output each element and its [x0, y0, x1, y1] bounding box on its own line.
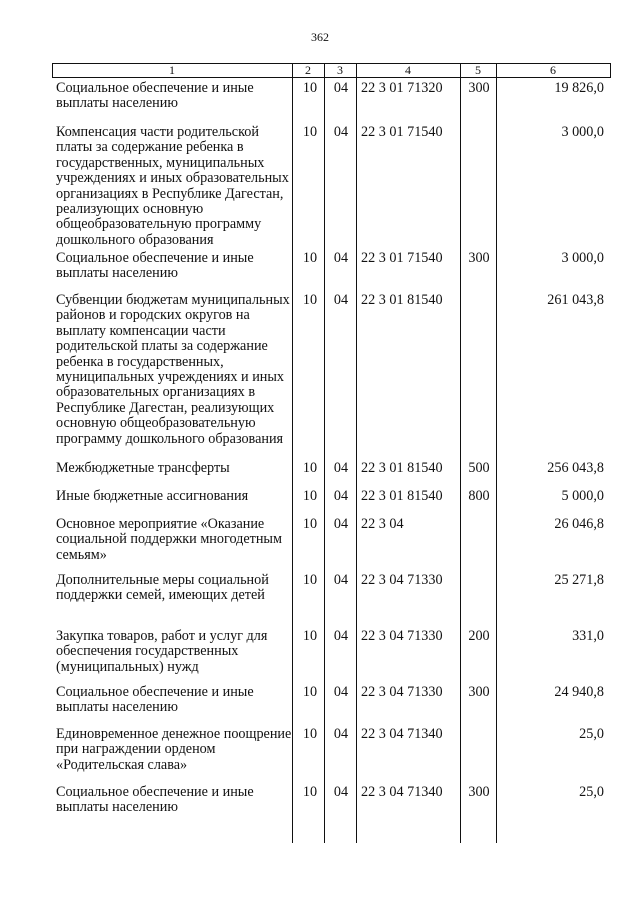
row-amount: 25,0	[579, 726, 604, 742]
column-rule	[356, 63, 357, 843]
column-rule	[496, 63, 497, 843]
row-type: 800	[468, 488, 490, 504]
row-subsection: 04	[333, 80, 349, 96]
table-right-rule	[610, 63, 611, 77]
column-header: 1	[169, 63, 175, 77]
row-type: 500	[468, 460, 490, 476]
row-code: 22 3 04 71330	[361, 684, 443, 700]
row-code: 22 3 04 71340	[361, 726, 443, 742]
row-name: Межбюджетные трансферты	[56, 460, 230, 476]
row-section: 10	[302, 684, 318, 700]
row-amount: 5 000,0	[561, 488, 604, 504]
row-code: 22 3 01 71540	[361, 250, 443, 266]
row-amount: 331,0	[572, 628, 604, 644]
row-subsection: 04	[333, 784, 349, 800]
column-rule	[460, 63, 461, 843]
row-type: 200	[468, 628, 490, 644]
row-amount: 3 000,0	[561, 124, 604, 140]
row-code: 22 3 01 71320	[361, 80, 443, 96]
row-name: Основное мероприятие «Оказание социальной поддержки многодетным семьям»	[56, 516, 282, 563]
row-name: Иные бюджетные ассигнования	[56, 488, 249, 504]
row-section: 10	[302, 250, 318, 266]
row-subsection: 04	[333, 124, 349, 140]
row-section: 10	[302, 292, 318, 308]
row-section: 10	[302, 516, 318, 532]
row-section: 10	[302, 460, 318, 476]
row-section: 10	[302, 124, 318, 140]
header-bottom-rule	[52, 77, 611, 78]
row-type: 300	[468, 250, 490, 266]
row-amount: 24 940,8	[554, 684, 604, 700]
row-amount: 25,0	[579, 784, 604, 800]
row-section: 10	[302, 726, 318, 742]
page-number: 362	[311, 30, 329, 44]
row-name: Закупка товаров, работ и услуг для обеспечения государственных (муниципальных) нужд	[56, 628, 268, 675]
row-subsection: 04	[333, 250, 349, 266]
row-name: Социальное обеспечение и иные выплаты населению	[56, 80, 254, 112]
row-subsection: 04	[333, 572, 349, 588]
column-header: 6	[550, 63, 556, 77]
row-subsection: 04	[333, 292, 349, 308]
column-header: 4	[405, 63, 411, 77]
row-subsection: 04	[333, 628, 349, 644]
row-code: 22 3 04 71330	[361, 572, 443, 588]
row-subsection: 04	[333, 516, 349, 532]
row-subsection: 04	[333, 726, 349, 742]
row-code: 22 3 01 81540	[361, 460, 443, 476]
row-code: 22 3 04	[361, 516, 404, 532]
row-amount: 261 043,8	[547, 292, 604, 308]
row-name: Дополнительные меры социальной поддержки семей, имеющих детей	[56, 572, 269, 604]
row-name: Социальное обеспечение и иные выплаты населению	[56, 250, 254, 282]
row-amount: 256 043,8	[547, 460, 604, 476]
row-name: Единовременное денежное поощрение при награждении орденом «Родительская слава»	[56, 726, 292, 773]
row-amount: 19 826,0	[554, 80, 604, 96]
row-amount: 3 000,0	[561, 250, 604, 266]
row-section: 10	[302, 80, 318, 96]
row-name: Социальное обеспечение и иные выплаты населению	[56, 684, 254, 716]
row-section: 10	[302, 628, 318, 644]
row-name: Компенсация части родительской платы за содержание ребенка в государственных, муниципальных учреждениях и иных образовательных организациях в Республике Дагестан, реализующих основную общеобразовательную программу дошкольного образования	[56, 124, 289, 248]
column-header: 3	[337, 63, 343, 77]
row-subsection: 04	[333, 684, 349, 700]
row-code: 22 3 01 71540	[361, 124, 443, 140]
row-amount: 26 046,8	[554, 516, 604, 532]
row-code: 22 3 04 71340	[361, 784, 443, 800]
row-name: Социальное обеспечение и иные выплаты населению	[56, 784, 254, 816]
row-type: 300	[468, 684, 490, 700]
row-type: 300	[468, 784, 490, 800]
row-code: 22 3 01 81540	[361, 292, 443, 308]
column-rule	[292, 63, 293, 843]
row-name: Субвенции бюджетам муниципальных районов и городских округов на выплату компенсации части родительской платы за содержание ребенка в государственных, муниципальных учреждениях и иных образовательных организациях в Республике Дагестан, реализующих основную общеобразовательную программу дошкольного образования	[56, 292, 290, 447]
column-rule	[324, 63, 325, 843]
row-type: 300	[468, 80, 490, 96]
row-subsection: 04	[333, 488, 349, 504]
row-section: 10	[302, 784, 318, 800]
row-section: 10	[302, 488, 318, 504]
budget-table	[52, 63, 611, 843]
row-section: 10	[302, 572, 318, 588]
row-code: 22 3 04 71330	[361, 628, 443, 644]
row-subsection: 04	[333, 460, 349, 476]
row-amount: 25 271,8	[554, 572, 604, 588]
column-header: 5	[475, 63, 481, 77]
column-header: 2	[305, 63, 311, 77]
row-code: 22 3 01 81540	[361, 488, 443, 504]
